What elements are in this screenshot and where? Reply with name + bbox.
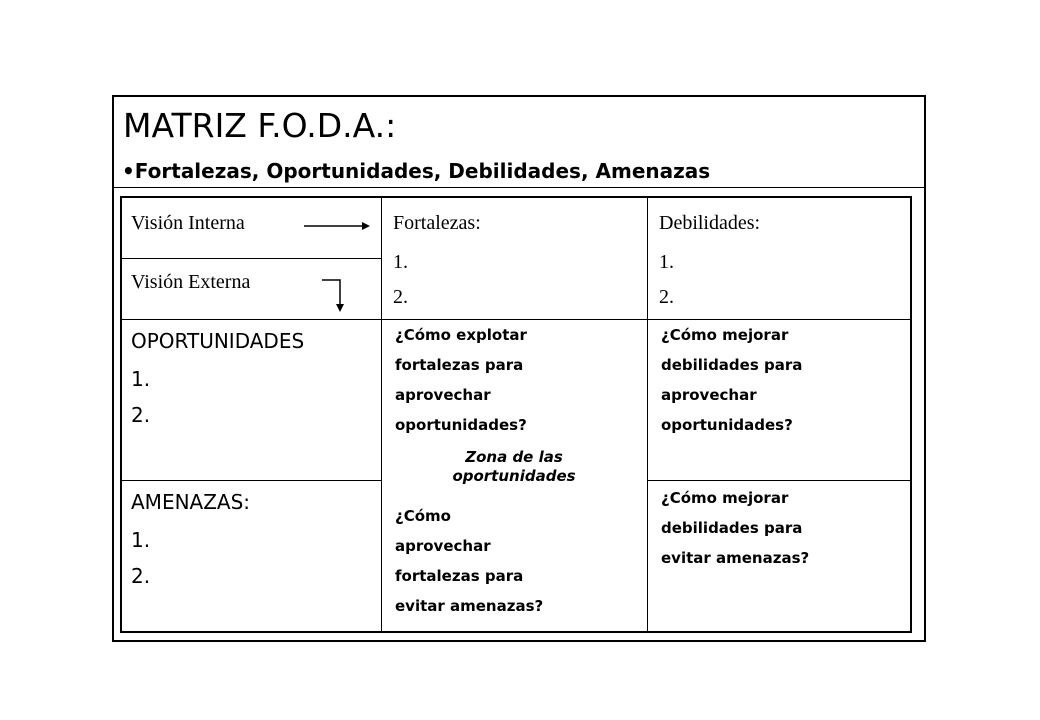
fo-line: aprovechar [395,386,491,404]
subtitle-text: Fortalezas, Oportunidades, Debilidades, Amenazas [134,159,711,183]
corner-divider [122,258,381,259]
da-question [661,483,809,573]
bullet: • [122,159,135,183]
fa-line: evitar amenazas? [395,597,544,615]
subtitle [122,156,710,186]
fa-line: aprovechar [395,537,491,555]
fortalezas-item-1: 1. [393,251,408,273]
fo-line: oportunidades? [395,416,527,434]
do-line: ¿Cómo mejorar [661,326,789,344]
da-line: ¿Cómo mejorar [661,489,789,507]
foda-matrix [120,196,912,633]
do-line: debilidades para [661,356,803,374]
column-divider-2 [647,198,648,631]
fa-line: fortalezas para [395,567,524,585]
oportunidades-item-1: 1. [131,367,151,391]
arrow-down-icon [320,276,350,316]
fa-line: ¿Cómo [395,507,451,525]
oportunidades-item-2: 2. [131,403,151,427]
oportunidades-heading: OPORTUNIDADES [131,329,305,353]
do-line: aprovechar [661,386,757,404]
amenazas-item-1: 1. [131,528,151,552]
zone-line: oportunidades [452,467,576,485]
vision-interna-label: Visión Interna [131,212,245,234]
page-title: MATRIZ F.O.D.A.: [123,106,397,145]
row-divider-2-right [647,480,910,481]
amenazas-heading: AMENAZAS: [131,490,251,514]
do-line: oportunidades? [661,416,793,434]
debilidades-item-1: 1. [659,251,674,273]
fa-question [395,501,543,621]
debilidades-heading: Debilidades: [659,212,761,234]
do-question [661,320,802,440]
da-line: debilidades para [661,519,803,537]
zona-oportunidades-label [382,448,646,486]
column-divider-1 [381,198,382,631]
da-line: evitar amenazas? [661,549,810,567]
row-divider-2-left [122,480,381,481]
debilidades-item-2: 2. [659,286,674,308]
fo-line: fortalezas para [395,356,524,374]
fo-question [395,320,527,440]
fortalezas-item-2: 2. [393,286,408,308]
arrow-right-icon [302,220,372,232]
zone-line: Zona de las [465,448,563,466]
vision-externa-label: Visión Externa [131,271,251,293]
header-divider [114,187,924,188]
amenazas-item-2: 2. [131,564,151,588]
fo-line: ¿Cómo explotar [395,326,527,344]
fortalezas-heading: Fortalezas: [393,212,481,234]
